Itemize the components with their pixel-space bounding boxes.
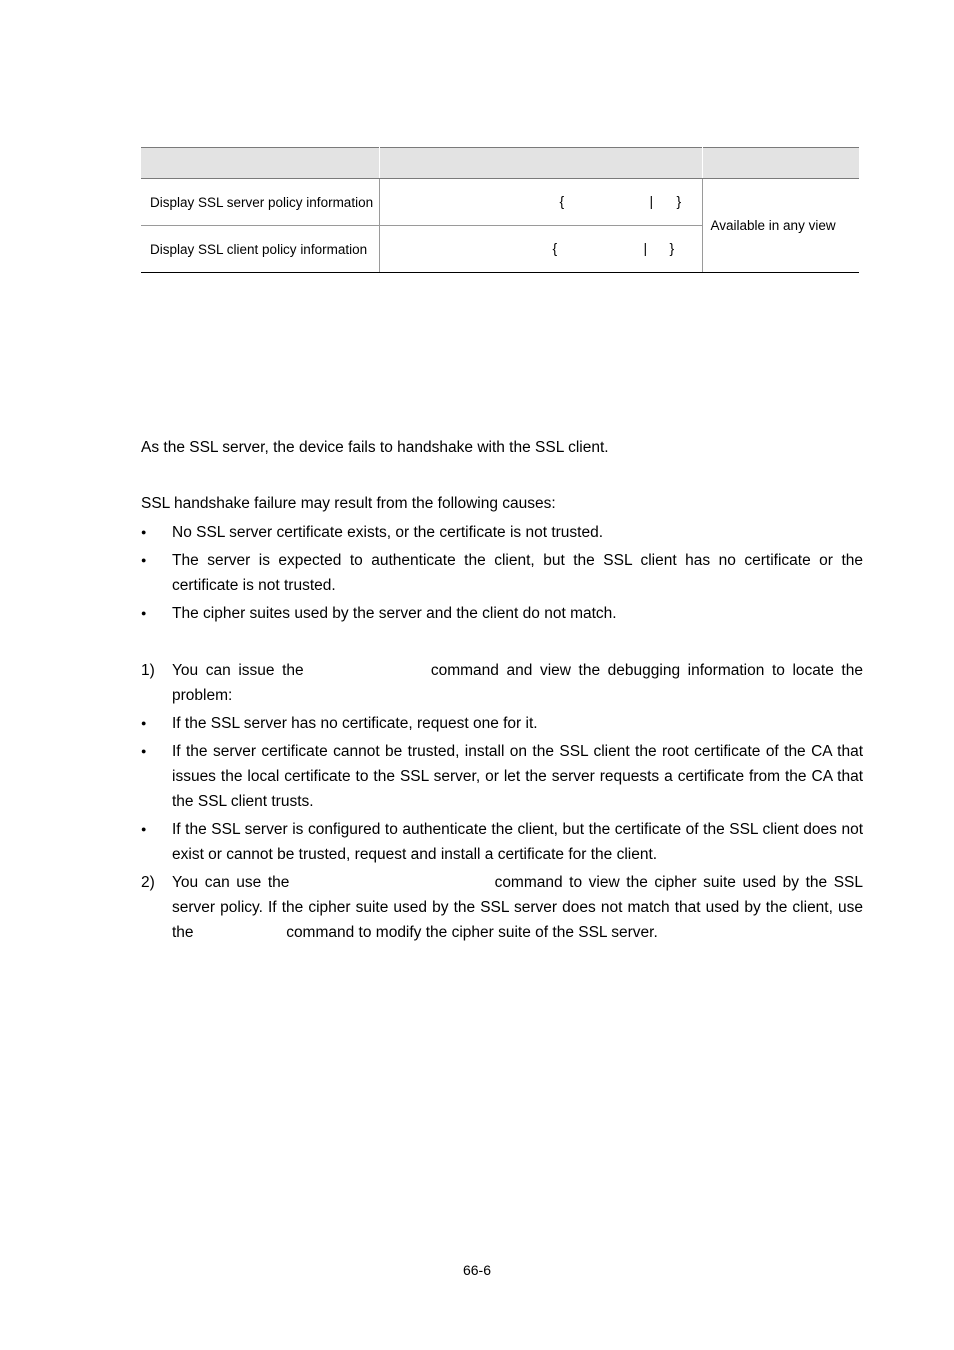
step2-text-after: command to modify the cipher suite of the SSL server. [286,924,658,941]
bullet-icon: ● [141,555,147,565]
table-row [141,179,859,226]
bullet-icon: ● [141,718,147,728]
command-cell [379,179,702,226]
bullet-icon: ● [141,824,147,834]
bullet-icon: ● [141,608,147,618]
header-cell-task [141,148,379,179]
remarks-cell: Available in any view [702,179,859,273]
task-cell: Display SSL client policy information [141,226,379,273]
step-number: 2) [141,874,155,891]
task-cell: Display SSL server policy information [141,179,379,226]
header-cell-command [379,148,702,179]
brace-open: { [559,193,565,209]
solution-bullet: If the server certificate cannot be trusted, install on the SSL client the root certificate of the CA that issues the local certificate to the SSL server, or let the server requests a certificate from the CA that the SSL client trusts. [172,743,863,810]
brace-open: { [552,240,558,256]
bullet-icon: ● [141,527,147,537]
bullet-icon: ● [141,746,147,756]
cause-item: The cipher suites used by the server and the client do not match. [172,605,617,622]
analysis-intro: SSL handshake failure may result from the following causes: [141,495,556,512]
display-commands-table [141,147,859,273]
solution-step-2 [172,870,863,945]
brace-close: } [676,193,682,209]
page-number: 66-6 [462,1262,492,1278]
step1-text-after: command and view the debugging information to locate the problem: [172,662,863,704]
step2-text-before: You can use the [172,874,290,891]
solution-step-1 [172,658,863,708]
step2-text-middle: command to view the cipher suite used by the SSL server policy. If the cipher suite used by the SSL server does not match that used by the client, use the [172,874,864,941]
pipe: | [643,240,648,256]
header-cell-remarks [702,148,859,179]
solution-bullet: If the SSL server has no certificate, request one for it. [172,715,538,732]
symptom-text: As the SSL server, the device fails to handshake with the SSL client. [141,439,609,456]
cause-item: The server is expected to authenticate the client, but the SSL client has no certificate or the certificate is not trusted. [172,552,863,594]
brace-close: } [669,240,675,256]
solution-bullet: If the SSL server is configured to authenticate the client, but the certificate of the SSL client does not exist or cannot be trusted, request and install a certificate for the client. [172,821,863,863]
pipe: | [649,193,654,209]
step1-text-before: You can issue the [172,662,304,679]
step-number: 1) [141,662,155,679]
cause-item: No SSL server certificate exists, or the certificate is not trusted. [172,524,604,541]
command-cell [379,226,702,273]
table-header-row [141,148,859,179]
